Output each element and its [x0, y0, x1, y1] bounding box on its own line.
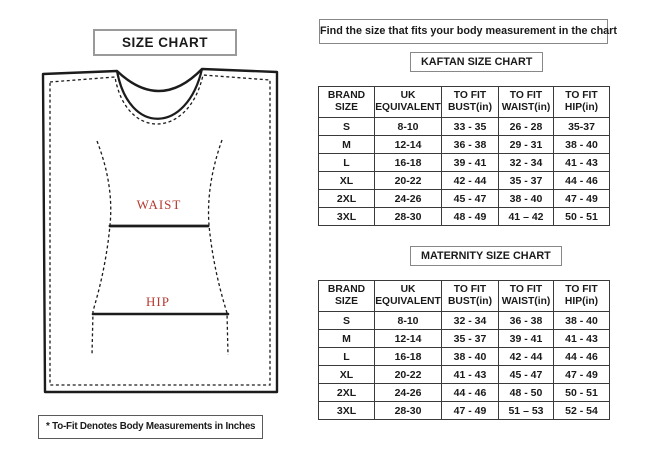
- size-chart-title: SIZE CHART: [93, 29, 237, 56]
- table-row: [319, 366, 610, 384]
- table-cell: 35 - 37: [442, 330, 499, 348]
- table-cell: 45 - 47: [442, 190, 499, 208]
- table-cell: M: [319, 136, 375, 154]
- table-cell: L: [319, 348, 375, 366]
- table-row: [319, 190, 610, 208]
- col-header-hip: TO FIT HIP(in): [554, 87, 610, 118]
- table-cell: 48 - 50: [499, 384, 554, 402]
- table-row: [319, 384, 610, 402]
- garment-illustration: [35, 63, 285, 400]
- col-header-bust: TO FIT BUST(in): [442, 281, 499, 312]
- table-cell: 3XL: [319, 208, 375, 226]
- table-cell: 39 - 41: [442, 154, 499, 172]
- table-cell: 41 – 42: [499, 208, 554, 226]
- table-cell: 35 - 37: [499, 172, 554, 190]
- table-cell: 8-10: [375, 312, 442, 330]
- col-header-uk-equivalent: UK EQUIVALENT: [375, 87, 442, 118]
- table-cell: 28-30: [375, 402, 442, 420]
- table-cell: 24-26: [375, 384, 442, 402]
- table-header-row: [319, 281, 610, 312]
- table-cell: 47 - 49: [554, 366, 610, 384]
- table-cell: 48 - 49: [442, 208, 499, 226]
- table-row: [319, 118, 610, 136]
- table-cell: 32 - 34: [442, 312, 499, 330]
- garment-outline: [43, 69, 277, 392]
- table-cell: 36 - 38: [499, 312, 554, 330]
- table-cell: S: [319, 118, 375, 136]
- table-cell: S: [319, 312, 375, 330]
- table-row: [319, 348, 610, 366]
- table-cell: 41 - 43: [554, 330, 610, 348]
- table-cell: 28-30: [375, 208, 442, 226]
- table-cell: 47 - 49: [554, 190, 610, 208]
- table-cell: 44 - 46: [554, 172, 610, 190]
- waist-label: WAIST: [136, 197, 182, 212]
- table-cell: 16-18: [375, 154, 442, 172]
- col-header-brand-size: BRAND SIZE: [319, 281, 375, 312]
- table-cell: 51 – 53: [499, 402, 554, 420]
- table-cell: 50 - 51: [554, 208, 610, 226]
- table-cell: L: [319, 154, 375, 172]
- table-cell: 50 - 51: [554, 384, 610, 402]
- col-header-uk-equivalent: UK EQUIVALENT: [375, 281, 442, 312]
- table-cell: 38 - 40: [442, 348, 499, 366]
- chart-instruction-header: Find the size that fits your body measurement in the chart: [319, 19, 608, 44]
- table-cell: 29 - 31: [499, 136, 554, 154]
- table-cell: 2XL: [319, 384, 375, 402]
- table-row: [319, 208, 610, 226]
- footnote: * To-Fit Denotes Body Measurements in Inches: [38, 415, 263, 439]
- table-cell: 47 - 49: [442, 402, 499, 420]
- table-cell: 38 - 40: [499, 190, 554, 208]
- table-cell: 39 - 41: [499, 330, 554, 348]
- table-cell: 26 - 28: [499, 118, 554, 136]
- table-cell: XL: [319, 172, 375, 190]
- table-cell: 42 - 44: [499, 348, 554, 366]
- table-cell: 16-18: [375, 348, 442, 366]
- table-cell: 32 - 34: [499, 154, 554, 172]
- table-row: [319, 312, 610, 330]
- col-header-hip: TO FIT HIP(in): [554, 281, 610, 312]
- table-cell: XL: [319, 366, 375, 384]
- table-cell: 12-14: [375, 330, 442, 348]
- table-cell: 41 - 43: [442, 366, 499, 384]
- col-header-bust: TO FIT BUST(in): [442, 87, 499, 118]
- table-row: [319, 402, 610, 420]
- table-cell: 41 - 43: [554, 154, 610, 172]
- table-cell: 2XL: [319, 190, 375, 208]
- maternity-chart-title: MATERNITY SIZE CHART: [410, 246, 562, 266]
- col-header-brand-size: BRAND SIZE: [319, 87, 375, 118]
- kaftan-chart-title: KAFTAN SIZE CHART: [410, 52, 543, 72]
- col-header-waist: TO FIT WAIST(in): [499, 281, 554, 312]
- maternity-size-table: [318, 280, 610, 420]
- table-cell: 12-14: [375, 136, 442, 154]
- table-cell: M: [319, 330, 375, 348]
- table-cell: 45 - 47: [499, 366, 554, 384]
- table-cell: 24-26: [375, 190, 442, 208]
- table-row: [319, 136, 610, 154]
- kaftan-size-table: [318, 86, 610, 226]
- table-cell: 3XL: [319, 402, 375, 420]
- table-cell: 20-22: [375, 172, 442, 190]
- table-cell: 52 - 54: [554, 402, 610, 420]
- col-header-waist: TO FIT WAIST(in): [499, 87, 554, 118]
- table-cell: 38 - 40: [554, 136, 610, 154]
- hip-label: HIP: [146, 294, 170, 309]
- table-cell: 36 - 38: [442, 136, 499, 154]
- table-row: [319, 330, 610, 348]
- table-cell: 35-37: [554, 118, 610, 136]
- table-cell: 42 - 44: [442, 172, 499, 190]
- table-cell: 44 - 46: [554, 348, 610, 366]
- table-row: [319, 154, 610, 172]
- table-cell: 33 - 35: [442, 118, 499, 136]
- table-cell: 38 - 40: [554, 312, 610, 330]
- table-cell: 8-10: [375, 118, 442, 136]
- table-row: [319, 172, 610, 190]
- table-header-row: [319, 87, 610, 118]
- table-cell: 44 - 46: [442, 384, 499, 402]
- table-cell: 20-22: [375, 366, 442, 384]
